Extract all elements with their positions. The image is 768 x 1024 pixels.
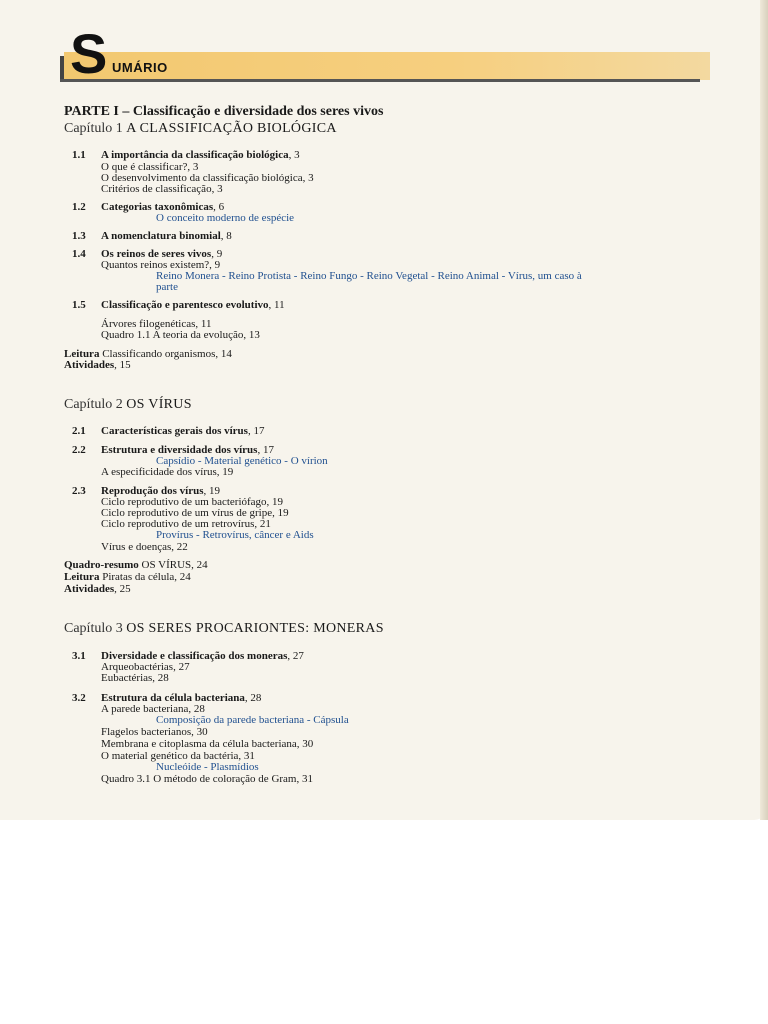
section-3-1-sub-1: Arqueobactérias, 27 (101, 661, 190, 673)
section-3-2-sub-1: A parede bacteriana, 28 (101, 703, 205, 715)
chapter-1-prefix: Capítulo 1 (64, 121, 123, 136)
section-1-1-sub-3: Critérios de classificação, 3 (101, 183, 223, 195)
section-2-3-sub-1: Ciclo reprodutivo de um bacteriófago, 19 (101, 496, 284, 508)
section-1-2-title: Categorias taxonômicas, 6 (101, 201, 225, 213)
section-1-4-number: 1.4 (72, 248, 86, 260)
section-1-3-title: A nomenclatura binomial, 8 (101, 230, 232, 242)
section-3-2-title: Estrutura da célula bacteriana, 28 (101, 692, 262, 704)
section-3-2-sub-5: Quadro 3.1 O método de coloração de Gram, 31 (101, 773, 313, 785)
header-initial: S (70, 22, 108, 85)
section-2-2-number: 2.2 (72, 444, 86, 456)
section-1-5-title: Classificação e parentesco evolutivo, 11 (101, 299, 285, 311)
section-3-2-sub-2: Flagelos bacterianos, 30 (101, 726, 208, 738)
chapter-2-prefix: Capítulo 2 (64, 397, 123, 412)
section-3-2-topics-2: Nucleóide - Plasmídios (156, 761, 259, 773)
section-3-2-sub-3: Membrana e citoplasma da célula bacteriana, 30 (101, 738, 314, 750)
section-1-1-sub-2: O desenvolvimento da classificação biológica, 3 (101, 172, 314, 184)
chapter-1-atividades: Atividades, 15 (64, 359, 131, 371)
section-3-2-number: 3.2 (72, 692, 86, 704)
chapter-1-title: A CLASSIFICAÇÃO BIOLÓGICA (126, 121, 337, 136)
section-2-3-title: Reprodução dos vírus, 19 (101, 485, 220, 497)
page-edge (760, 0, 768, 820)
chapter-2-atividades: Atividades, 25 (64, 583, 131, 595)
section-2-3-sub-3: Ciclo reprodutivo de um retrovírus, 21 (101, 518, 271, 530)
chapter-1-leitura: Leitura Classificando organismos, 14 (64, 348, 232, 360)
section-1-4-topics-cont: parte (156, 281, 178, 293)
section-2-2-title: Estrutura e diversidade dos vírus, 17 (101, 444, 274, 456)
chapter-2-title: OS VÍRUS (126, 397, 192, 412)
header-title: UMÁRIO (112, 60, 168, 75)
chapter-2-leitura: Leitura Piratas da célula, 24 (64, 571, 191, 583)
section-1-4-title: Os reinos de seres vivos, 9 (101, 248, 223, 260)
section-2-3-number: 2.3 (72, 485, 86, 497)
header-rule (60, 79, 700, 82)
section-1-5-sub-2: Quadro 1.1 A teoria da evolução, 13 (101, 329, 260, 341)
chapter-3-heading (64, 621, 384, 637)
section-2-3-sub-2: Ciclo reprodutivo de um vírus de gripe, 19 (101, 507, 289, 519)
section-2-1-title: Características gerais dos vírus, 17 (101, 425, 265, 437)
section-1-4-topics: Reino Monera - Reino Protista - Reino Fungo - Reino Vegetal - Reino Animal - Vírus, um caso à (156, 270, 582, 282)
part-title: PARTE I – Classificação e diversidade dos seres vivos (64, 104, 384, 119)
section-1-1-title: A importância da classificação biológica, 3 (101, 149, 300, 161)
section-3-1-title: Diversidade e classificação dos moneras, 27 (101, 650, 304, 662)
section-3-2-topics-1: Composição da parede bacteriana - Cápsula (156, 714, 349, 726)
section-2-2-sub-1: A especificidade dos vírus, 19 (101, 466, 234, 478)
section-1-2-number: 1.2 (72, 201, 86, 213)
section-1-2-topics: O conceito moderno de espécie (156, 212, 295, 224)
chapter-2-quadro-resumo: Quadro-resumo OS VÍRUS, 24 (64, 559, 208, 571)
section-2-3-sub-4: Vírus e doenças, 22 (101, 541, 188, 553)
section-1-5-sub-1: Árvores filogenéticas, 11 (101, 318, 212, 330)
chapter-1-heading (64, 121, 337, 137)
section-1-1-sub-1: O que é classificar?, 3 (101, 161, 199, 173)
section-2-2-topics: Capsídio - Material genético - O vírion (156, 455, 328, 467)
section-3-1-sub-2: Eubactérias, 28 (101, 672, 169, 684)
chapter-3-prefix: Capítulo 3 (64, 621, 123, 636)
section-2-1-number: 2.1 (72, 425, 86, 437)
section-1-4-sub-1: Quantos reinos existem?, 9 (101, 259, 221, 271)
section-1-3-number: 1.3 (72, 230, 86, 242)
chapter-3-title: OS SERES PROCARIONTES: MONERAS (126, 621, 384, 636)
section-1-1-number: 1.1 (72, 149, 86, 161)
section-1-5-number: 1.5 (72, 299, 86, 311)
section-3-1-number: 3.1 (72, 650, 86, 662)
section-2-3-topics: Provírus - Retrovírus, câncer e Aids (156, 529, 314, 541)
chapter-2-heading (64, 397, 192, 413)
section-3-2-sub-4: O material genético da bactéria, 31 (101, 750, 255, 762)
